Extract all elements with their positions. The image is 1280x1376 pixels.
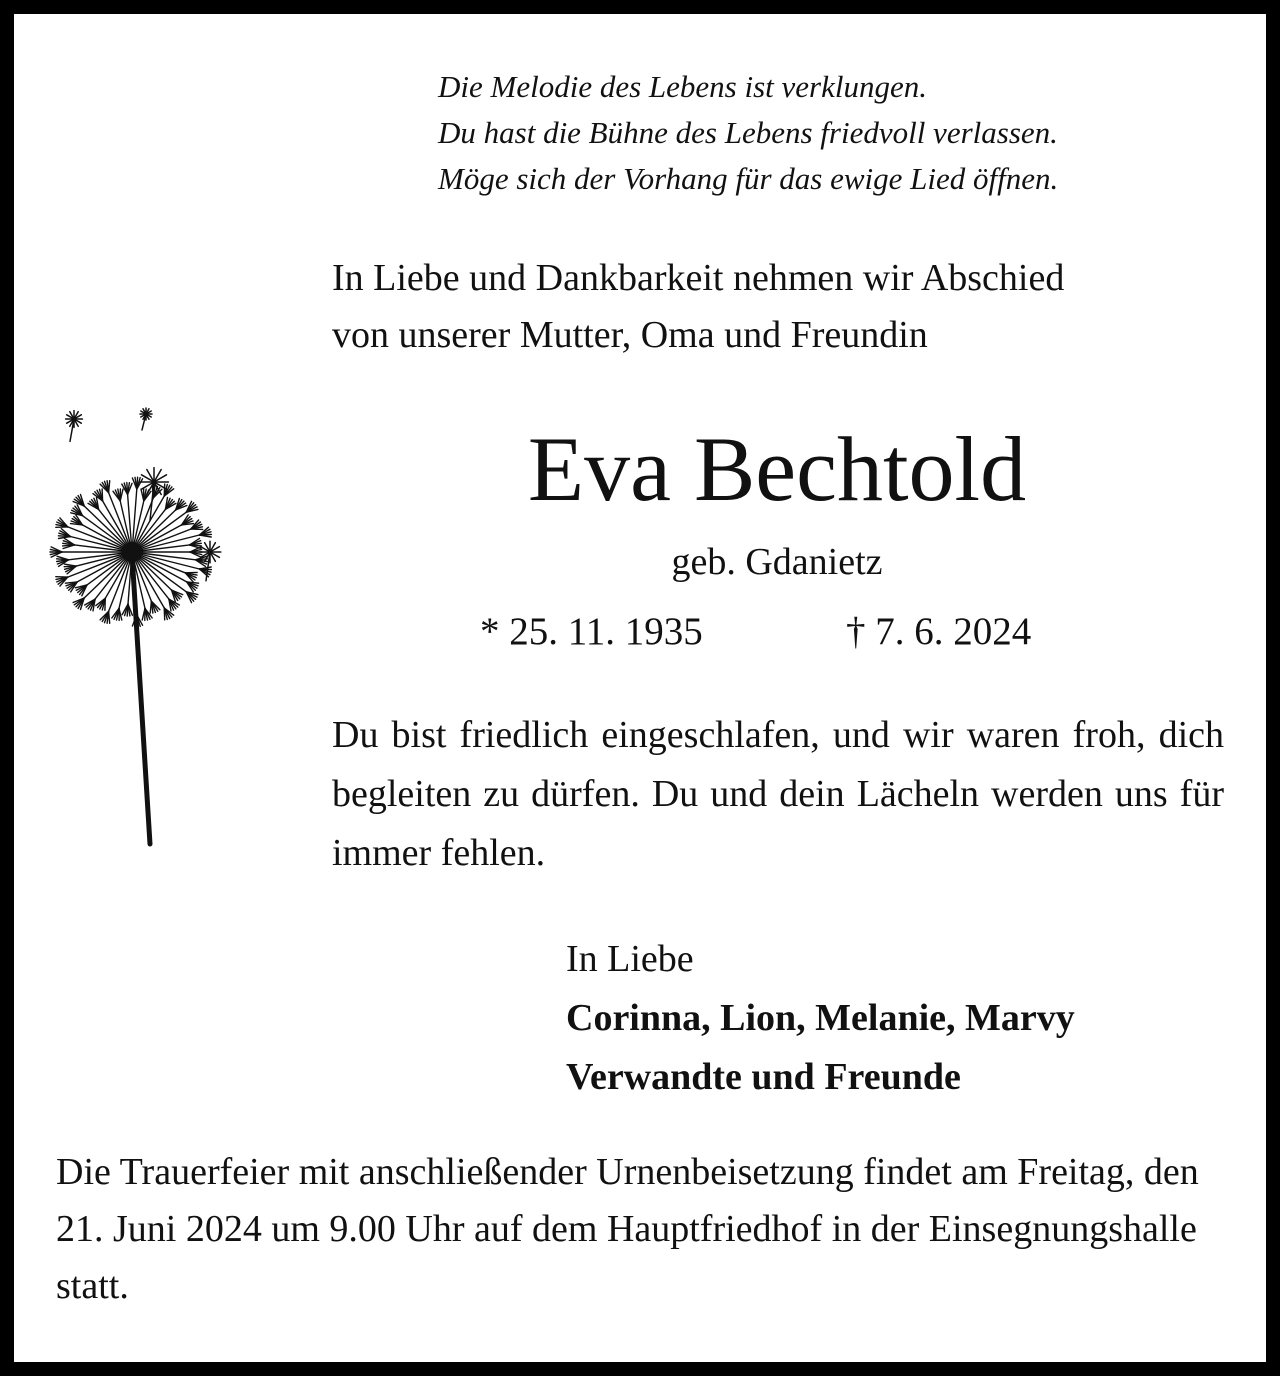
signoff-greeting: In Liebe	[566, 938, 694, 980]
intro-line: von unserer Mutter, Oma und Freundin	[332, 314, 928, 356]
signoff-family: Corinna, Lion, Melanie, Marvy	[566, 997, 1075, 1039]
obituary-notice	[14, 14, 1266, 1362]
death-date: † 7. 6. 2024	[846, 610, 1032, 653]
funeral-service-info: Die Trauerfeier mit anschließender Urnenbeisetzung findet am Freitag, den 21. Juni 2024 um 9.00 Uhr auf dem Hauptfriedhof in der Einsegnungshalle statt.	[56, 1151, 1199, 1307]
dandelion-icon	[44, 384, 234, 864]
birth-date: * 25. 11. 1935	[480, 610, 703, 653]
poem-line: Du hast die Bühne des Lebens friedvoll verlassen.	[438, 115, 1058, 150]
deceased-name: Eva Bechtold	[527, 418, 1027, 520]
memorial-verse: Du bist friedlich eingeschlafen, und wir waren froh, dich begleiten zu dürfen. Du und dein Lächeln werden uns für immer fehlen.	[332, 714, 1224, 874]
signoff	[566, 930, 1075, 1107]
maiden-name: geb. Gdanietz	[671, 541, 883, 583]
intro-line: In Liebe und Dankbarkeit nehmen wir Abschied	[332, 257, 1065, 299]
intro-text	[332, 250, 1064, 364]
poem	[438, 64, 1058, 202]
signoff-others: Verwandte und Freunde	[566, 1056, 961, 1098]
poem-line: Möge sich der Vorhang für das ewige Lied öffnen.	[438, 161, 1059, 196]
poem-line: Die Melodie des Lebens ist verklungen.	[438, 69, 927, 104]
